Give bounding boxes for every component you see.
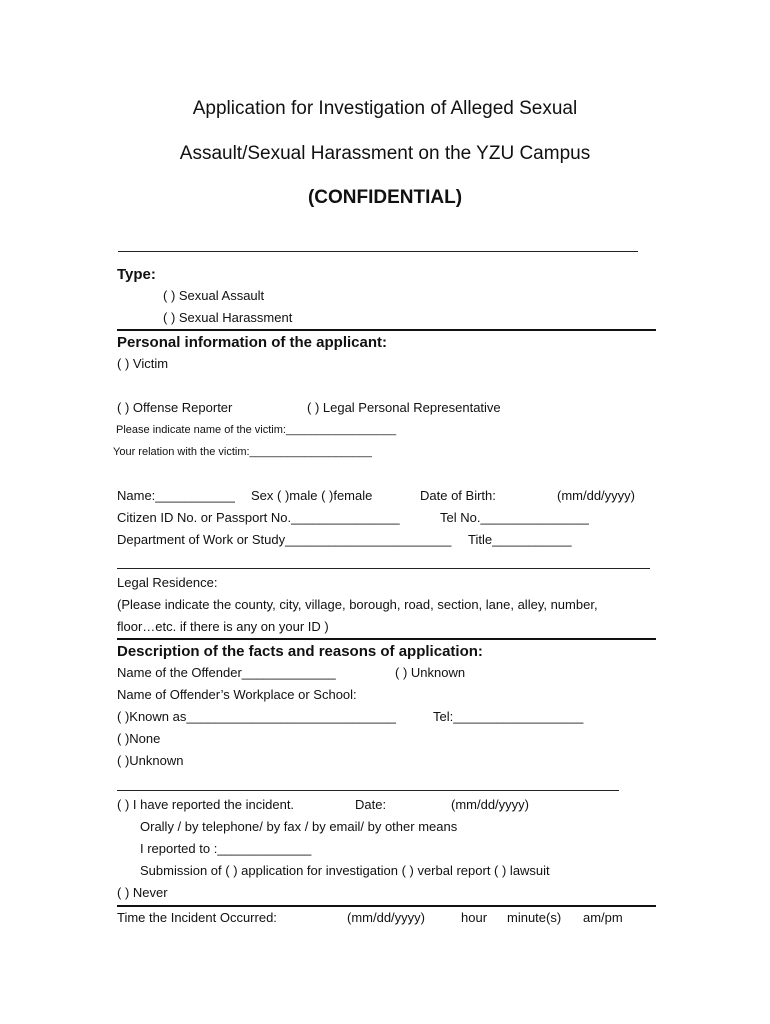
section-divider [117,329,656,331]
citizen-id-field[interactable]: Citizen ID No. or Passport No._______________ [117,510,400,525]
option-offense-reporter[interactable]: ( ) Offense Reporter [117,400,233,415]
offender-name-field[interactable]: Name of the Offender_____________ [117,665,336,680]
option-sexual-assault[interactable]: ( ) Sexual Assault [163,288,265,303]
victim-name-field[interactable]: Please indicate name of the victim:__________________ [116,424,397,436]
residence-note-2: floor…etc. if there is any on your ID ) [117,619,329,634]
option-workplace-unknown[interactable]: ( )Unknown [117,753,184,768]
relation-field[interactable]: Your relation with the victim:____________________ [113,446,372,458]
option-never-reported[interactable]: ( ) Never [117,885,168,900]
incident-time-label: Time the Incident Occurred: [117,910,277,925]
section-divider [117,905,656,907]
incident-hour[interactable]: hour [461,910,488,925]
page-title-line-1: Application for Investigation of Alleged Sexual [192,98,578,119]
sex-field[interactable]: Sex ( )male ( )female [251,488,373,503]
description-heading: Description of the facts and reasons of application: [117,643,483,660]
description-blank-line [117,790,619,791]
title-divider [118,251,638,252]
dob-label: Date of Birth: [420,488,496,503]
department-field[interactable]: Department of Work or Study_______________________ [117,532,452,547]
dob-format[interactable]: (mm/dd/yyyy) [557,488,635,503]
type-heading: Type: [117,266,156,283]
option-victim[interactable]: ( ) Victim [117,356,169,371]
incident-minute[interactable]: minute(s) [507,910,562,925]
tel-field[interactable]: Tel No._______________ [440,510,589,525]
option-reported-incident[interactable]: ( ) I have reported the incident. [117,797,295,812]
residence-blank-line [117,568,650,569]
option-known-as[interactable]: ( )Known as_____________________________ [117,709,397,724]
report-date-label: Date: [355,797,387,812]
option-offender-unknown[interactable]: ( ) Unknown [395,665,466,680]
title-field[interactable]: Title___________ [468,532,572,547]
option-legal-representative[interactable]: ( ) Legal Personal Representative [307,400,501,415]
option-sexual-harassment[interactable]: ( ) Sexual Harassment [163,310,293,325]
offender-workplace-label: Name of Offender’s Workplace or School: [117,687,357,702]
confidential-label: (CONFIDENTIAL) [307,187,463,208]
page-title-line-2: Assault/Sexual Harassment on the YZU Campus [179,143,591,164]
offender-tel-field[interactable]: Tel:__________________ [433,709,584,724]
residence-note-1: (Please indicate the county, city, village, borough, road, section, lane, alley, number, [117,597,598,612]
submission-options[interactable]: Submission of ( ) application for investigation ( ) verbal report ( ) lawsuit [140,863,550,878]
incident-ampm[interactable]: am/pm [583,910,623,925]
legal-residence-label: Legal Residence: [117,575,218,590]
report-date-format[interactable]: (mm/dd/yyyy) [451,797,529,812]
name-field[interactable]: Name:___________ [117,488,235,503]
personal-info-heading: Personal information of the applicant: [117,334,388,351]
section-divider [117,638,656,640]
reported-to-field[interactable]: I reported to :_____________ [140,841,312,856]
option-none[interactable]: ( )None [117,731,161,746]
report-means[interactable]: Orally / by telephone/ by fax / by email/ by other means [140,819,458,834]
incident-date-format[interactable]: (mm/dd/yyyy) [347,910,425,925]
